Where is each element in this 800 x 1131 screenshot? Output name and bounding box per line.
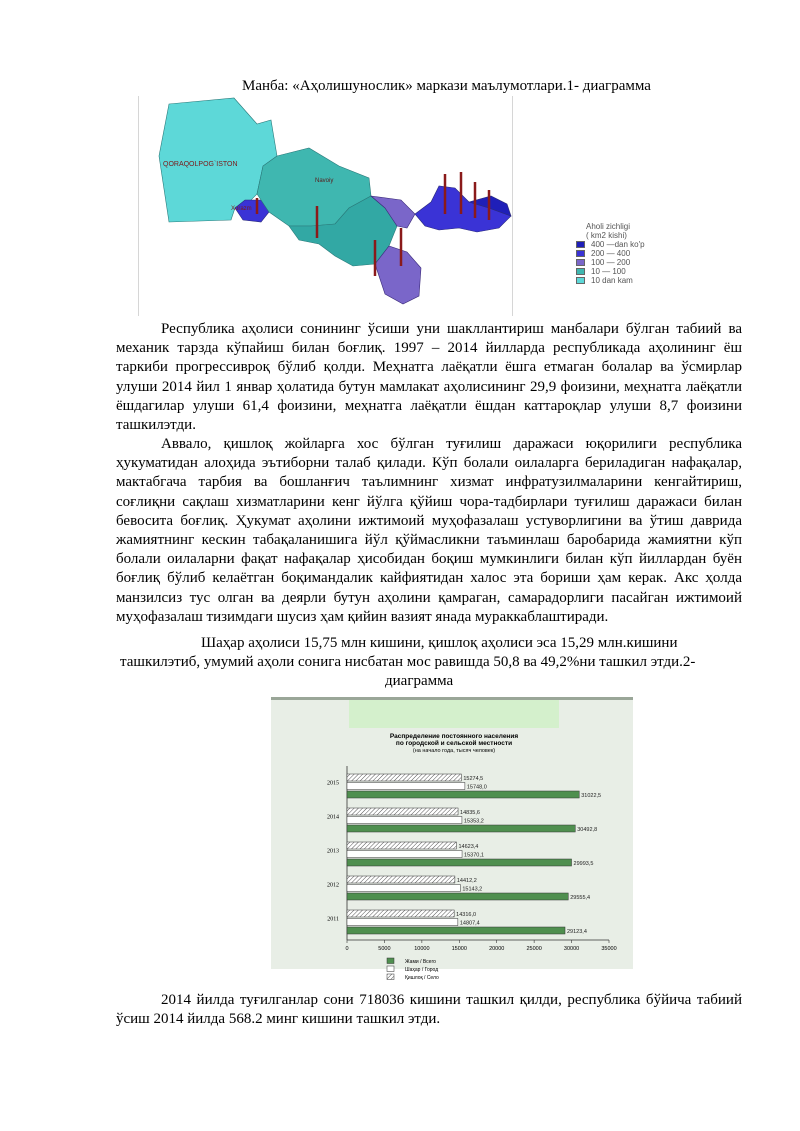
chart-x-tick-label: 35000 [601, 946, 617, 952]
chart-category-label: 2014 [327, 814, 339, 821]
chart-legend-label: Қишлоқ / Село [405, 975, 439, 981]
chart-bar [347, 927, 565, 934]
chart-title-line-1: Распределение постоянного населения [389, 733, 519, 740]
legend-label: 10 dan kam [591, 276, 633, 285]
chart-data-label: 29555,4 [570, 895, 591, 901]
legend-item [576, 276, 692, 285]
chart-bar [347, 859, 572, 866]
chart-x-tick-label: 30000 [563, 946, 580, 952]
chart-x-tick-label: 15000 [451, 946, 467, 952]
chart-data-label: 15274,5 [463, 776, 484, 782]
legend-label: 100 — 200 [591, 258, 631, 267]
chart-x-tick-label: 5000 [378, 946, 391, 952]
chart-bar [347, 851, 462, 858]
legend-label: 200 — 400 [591, 249, 631, 258]
chart-bar [347, 791, 579, 798]
chart-title-line-3: (на начало года, тысяч человек) [412, 748, 496, 754]
chart-data-label: 29123,4 [567, 929, 587, 935]
chart-legend-label: Шаҳар / Город [405, 967, 439, 973]
population-density-map [138, 96, 513, 316]
map-label-karakalpakstan: QORAQOLPOG`ISTON [163, 161, 238, 168]
map-region-surkhandarya [375, 246, 421, 304]
chart-data-label: 15748,0 [466, 784, 487, 791]
chart-x-tick-label: 20000 [489, 946, 505, 952]
chart-data-label: 14623,4 [458, 844, 479, 850]
chart-data-label: 14316,0 [456, 912, 477, 918]
legend-item [576, 249, 692, 258]
uzbekistan-map-svg [139, 96, 514, 316]
legend-swatch [576, 250, 585, 257]
chart-bar [347, 774, 461, 781]
legend-item [576, 240, 692, 249]
chart-category-label: 2012 [327, 882, 339, 889]
chart-data-label: 14807,4 [459, 920, 480, 927]
map-label-xorazm: Xorazm [231, 206, 252, 212]
chart-bar [347, 885, 460, 892]
chart-bar [347, 783, 465, 790]
chart-bar [347, 919, 458, 926]
paragraph-2 [116, 435, 742, 627]
chart-title-band [349, 700, 559, 728]
legend-label: 10 — 100 [591, 267, 626, 276]
legend-label: 400 —dan ko'p [591, 240, 645, 249]
chart-category-label: 2011 [327, 916, 339, 923]
centered-line-2: ташкилэтиб, умумий аҳоли сонига нисбатан мос равишда 50,8 ва 49,2%ни ташкил этди.2- [120, 654, 696, 670]
paragraph-1-text: Республика аҳолиси сонининг ўсиши уни шакллантириш манбалари бўлган табиий ва механик тарзда кўпайиш билан боғлиқ. 1997 – 2014 йилларда республикада аҳолининг ёш таркиби прогрессивроқ бўлиб қолди. Меҳнатга лаёқатли ёшга етмаган болалар ва ўсмирлар улуши 2014 йил 1 январ ҳолатида бутун мамлакат аҳолисининг 29,9 фоизини, меҳнатга лаёқатли ёшдагилар улуши 61,4 фоизини, меҳнатга лаёқатли ёшдан каттароқлар улуши 8,7 фоизини ташкилэтди. [116, 321, 742, 434]
legend-item [576, 258, 692, 267]
chart-x-tick-label: 25000 [526, 946, 542, 952]
chart-bar [347, 817, 462, 824]
paragraph-1 [116, 320, 742, 435]
chart-legend-swatch [387, 974, 394, 980]
paragraph-2-text: Аввало, қишлоқ жойларга хос бўлган туғилиш даражаси юқорилиги республика ҳукуматидан алоҳида эътиборни талаб қилади. Кўп болали оилаларга бериладиган нафақалар, мактабгача тарбия ва бошланғич таълимнинг хизмат инфратузилмаларини кенгайтириш, соғлиқни сақлаш хизматларини кенг йўлга қўйиш чора-тадбирлари туғилиш даражаси билан бевосита боғлиқ. Ҳукумат аҳолини ижтимоий муҳофазалаш устуворлигини ва ўтиш даврида жамиятнинг кескин табақаланишига йўл қўймасликни таъминлаш баробарида жамиятни кўп болали оилаларни фақат нафақалар ҳисобидан боқиш мумкинлиги билан кўп йиллардан буён боғлиқ бўлиб келаётган боқимандалик кайфиятидан халос эта бориши ҳам керак. Акс ҳолда манзилсиз тус олган ва деярли бутун аҳолини қамраган, самарадорлиги пасайган ижтимоий муҳофазалаш тизимдаги шусиз ҳам қийин вазият янада мураккаблаштиради. [116, 436, 742, 625]
legend-swatch [576, 268, 585, 275]
paragraph-3 [116, 991, 742, 1029]
legend-title-1: Aholi zichligi [586, 222, 631, 231]
legend-swatch [576, 277, 585, 284]
map-caption: Манба: «Аҳолишунослик» маркази маълумотлари.1- диаграмма [242, 78, 651, 94]
legend-item [576, 267, 692, 276]
legend-swatch [576, 259, 585, 266]
chart-category-label: 2013 [327, 848, 339, 855]
chart-legend [387, 958, 439, 981]
chart-data-label: 15370,1 [464, 852, 484, 859]
legend-swatch [576, 241, 585, 248]
chart-bar [347, 910, 454, 917]
chart-bar [347, 842, 456, 849]
map-label-navoiy: Navoiy [315, 178, 334, 184]
chart-x-tick-label: 10000 [414, 946, 430, 952]
paragraph-3-text: 2014 йилда туғилганлар сони 718036 кишини ташкил қилди, республика бўйича табиий ўсиш 2014 йилда 568.2 минг кишини ташкил этди. [116, 992, 742, 1028]
chart-data-label: 30492,8 [577, 827, 598, 833]
centered-line-1: Шаҳар аҳолиси 15,75 млн кишини, қишлоқ аҳолиси эса 15,29 млн.кишини [201, 635, 678, 651]
population-bar-chart [271, 697, 633, 981]
chart-data-label: 14412,2 [456, 878, 477, 884]
map-legend [572, 222, 692, 304]
chart-bar [347, 876, 455, 883]
chart-data-label: 31022,5 [581, 793, 602, 799]
chart-bar [347, 808, 458, 815]
legend-title-2: ( km2 kishi) [586, 231, 627, 240]
chart-bar [347, 893, 568, 900]
chart-data-label: 14835,6 [460, 810, 480, 816]
chart-bar [347, 825, 575, 832]
chart-data-label: 15143,2 [462, 886, 483, 893]
chart-legend-label: Жами / Всего [405, 959, 436, 965]
chart-data-label: 15353,2 [463, 818, 484, 825]
chart-data-label: 29993,5 [573, 861, 594, 867]
chart-legend-swatch [387, 966, 394, 972]
chart-svg [271, 700, 633, 981]
centered-line-3: диаграмма [385, 673, 454, 689]
chart-category-label: 2015 [327, 780, 339, 787]
chart-title-line-2: по городской и сельской местности [395, 740, 513, 747]
chart-legend-swatch [387, 958, 394, 964]
chart-x-tick-label: 0 [345, 946, 349, 952]
